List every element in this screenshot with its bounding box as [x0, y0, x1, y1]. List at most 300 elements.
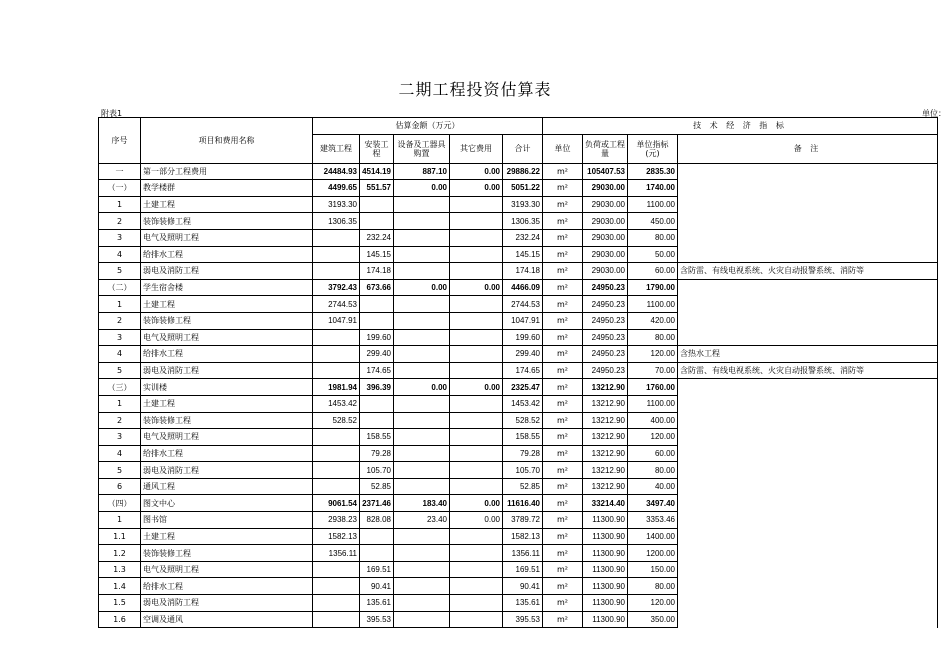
total-cell: 174.65 [503, 362, 543, 379]
other-cell [450, 595, 503, 612]
build-cell: 1306.35 [313, 213, 360, 230]
note-cell [678, 578, 938, 595]
table-row [99, 512, 938, 529]
qty-cell: 13212.90 [583, 379, 628, 396]
total-cell: 199.60 [503, 329, 543, 346]
index-cell: 120.00 [628, 429, 678, 446]
table-row [99, 462, 938, 479]
name-cell: 图书馆 [141, 512, 313, 529]
note-cell [678, 229, 938, 246]
build-cell [313, 329, 360, 346]
install-cell: 145.15 [360, 246, 394, 263]
header-note: 备 注 [678, 134, 938, 163]
total-cell: 5051.22 [503, 180, 543, 197]
build-cell: 1981.94 [313, 379, 360, 396]
index-cell: 80.00 [628, 229, 678, 246]
install-cell [360, 528, 394, 545]
qty-cell: 29030.00 [583, 196, 628, 213]
name-cell: 给排水工程 [141, 346, 313, 363]
index-cell: 1100.00 [628, 395, 678, 412]
index-cell: 1790.00 [628, 279, 678, 296]
build-cell [313, 561, 360, 578]
equip-cell: 23.40 [394, 512, 450, 529]
install-cell: 232.24 [360, 229, 394, 246]
other-cell [450, 545, 503, 562]
name-cell: 电气及照明工程 [141, 229, 313, 246]
page-title: 二期工程投资估算表 [398, 80, 552, 99]
index-cell: 40.00 [628, 478, 678, 495]
note-cell [678, 462, 938, 479]
total-cell: 79.28 [503, 445, 543, 462]
seq-cell: 1.5 [99, 595, 141, 612]
seq-cell: 4 [99, 346, 141, 363]
note-cell [678, 395, 938, 412]
build-cell [313, 478, 360, 495]
total-cell: 174.18 [503, 263, 543, 280]
note-cell: 含防雷、有线电视系统、火灾自动报警系统、消防等 [678, 263, 938, 280]
other-cell [450, 412, 503, 429]
total-cell: 52.85 [503, 478, 543, 495]
total-cell: 1047.91 [503, 312, 543, 329]
qty-cell: 13212.90 [583, 429, 628, 446]
table-row [99, 445, 938, 462]
index-cell: 60.00 [628, 445, 678, 462]
name-cell: 弱电及消防工程 [141, 595, 313, 612]
equip-cell [394, 545, 450, 562]
seq-cell: （四） [99, 495, 141, 512]
note-cell [678, 528, 938, 545]
equip-cell [394, 263, 450, 280]
total-cell: 90.41 [503, 578, 543, 595]
qty-cell: 11300.90 [583, 611, 628, 628]
build-cell: 3193.30 [313, 196, 360, 213]
index-cell: 1400.00 [628, 528, 678, 545]
unit-cell: m² [543, 478, 583, 495]
table-row [99, 429, 938, 446]
unit-note: 单位： [922, 109, 946, 118]
install-cell [360, 196, 394, 213]
total-cell: 3789.72 [503, 512, 543, 529]
install-cell: 169.51 [360, 561, 394, 578]
equip-cell [394, 213, 450, 230]
qty-cell: 24950.23 [583, 296, 628, 313]
qty-cell: 24950.23 [583, 346, 628, 363]
header-total: 合计 [503, 134, 543, 163]
seq-cell: （一） [99, 180, 141, 197]
build-cell: 4499.65 [313, 180, 360, 197]
unit-cell: m² [543, 196, 583, 213]
seq-cell: 2 [99, 213, 141, 230]
name-cell: 土建工程 [141, 296, 313, 313]
build-cell: 1356.11 [313, 545, 360, 562]
header-qty: 负荷或工程量 [583, 134, 628, 163]
equip-cell [394, 578, 450, 595]
note-cell [678, 495, 938, 512]
unit-cell: m² [543, 561, 583, 578]
build-cell: 3792.43 [313, 279, 360, 296]
header-other: 其它费用 [450, 134, 503, 163]
name-cell: 电气及照明工程 [141, 329, 313, 346]
table-row [99, 180, 938, 197]
build-cell: 2744.53 [313, 296, 360, 313]
install-cell: 79.28 [360, 445, 394, 462]
unit-cell: m² [543, 346, 583, 363]
index-cell: 1100.00 [628, 296, 678, 313]
unit-cell: m² [543, 279, 583, 296]
note-cell [678, 279, 938, 296]
qty-cell: 24950.23 [583, 279, 628, 296]
equip-cell [394, 561, 450, 578]
note-cell [678, 512, 938, 529]
seq-cell: 1 [99, 395, 141, 412]
install-cell: 396.39 [360, 379, 394, 396]
qty-cell: 29030.00 [583, 246, 628, 263]
seq-cell: 6 [99, 478, 141, 495]
note-cell [678, 429, 938, 446]
note-cell [678, 213, 938, 230]
qty-cell: 29030.00 [583, 263, 628, 280]
table-row [99, 611, 938, 628]
build-cell [313, 346, 360, 363]
note-cell [678, 312, 938, 329]
qty-cell: 24950.23 [583, 312, 628, 329]
index-cell: 80.00 [628, 462, 678, 479]
equip-cell [394, 462, 450, 479]
attachment-label: 附表1 [101, 109, 123, 118]
other-cell [450, 528, 503, 545]
index-cell: 450.00 [628, 213, 678, 230]
index-cell: 150.00 [628, 561, 678, 578]
header-estimate-group: 估算金额（万元） [313, 118, 543, 135]
build-cell [313, 611, 360, 628]
other-cell [450, 196, 503, 213]
qty-cell: 24950.23 [583, 362, 628, 379]
index-cell: 1740.00 [628, 180, 678, 197]
table-row [99, 478, 938, 495]
note-cell [678, 196, 938, 213]
unit-cell: m² [543, 213, 583, 230]
equip-cell [394, 229, 450, 246]
install-cell: 2371.46 [360, 495, 394, 512]
note-cell [678, 246, 938, 263]
seq-cell: 1.2 [99, 545, 141, 562]
qty-cell: 29030.00 [583, 229, 628, 246]
equip-cell [394, 296, 450, 313]
other-cell [450, 429, 503, 446]
index-cell: 1200.00 [628, 545, 678, 562]
name-cell: 土建工程 [141, 395, 313, 412]
install-cell: 299.40 [360, 346, 394, 363]
index-cell: 80.00 [628, 578, 678, 595]
table-row [99, 561, 938, 578]
index-cell: 70.00 [628, 362, 678, 379]
build-cell [313, 263, 360, 280]
name-cell: 电气及照明工程 [141, 561, 313, 578]
table-row [99, 412, 938, 429]
install-cell: 105.70 [360, 462, 394, 479]
build-cell [313, 578, 360, 595]
unit-cell: m² [543, 379, 583, 396]
install-cell: 158.55 [360, 429, 394, 446]
build-cell: 1582.13 [313, 528, 360, 545]
total-cell: 1453.42 [503, 395, 543, 412]
qty-cell: 29030.00 [583, 213, 628, 230]
total-cell: 105.70 [503, 462, 543, 479]
install-cell: 199.60 [360, 329, 394, 346]
table-row [99, 246, 938, 263]
build-cell [313, 445, 360, 462]
equip-cell [394, 412, 450, 429]
name-cell: 装饰装修工程 [141, 545, 313, 562]
total-cell: 169.51 [503, 561, 543, 578]
install-cell: 4514.19 [360, 163, 394, 180]
name-cell: 实训楼 [141, 379, 313, 396]
other-cell [450, 478, 503, 495]
total-cell: 1356.11 [503, 545, 543, 562]
qty-cell: 105407.53 [583, 163, 628, 180]
index-cell: 400.00 [628, 412, 678, 429]
unit-cell: m² [543, 163, 583, 180]
total-cell: 145.15 [503, 246, 543, 263]
equip-cell [394, 595, 450, 612]
unit-cell: m² [543, 180, 583, 197]
table-row [99, 362, 938, 379]
other-cell [450, 462, 503, 479]
install-cell: 828.08 [360, 512, 394, 529]
seq-cell: 5 [99, 462, 141, 479]
qty-cell: 11300.90 [583, 512, 628, 529]
other-cell [450, 578, 503, 595]
note-cell [678, 412, 938, 429]
note-cell [678, 595, 938, 612]
header-install: 安装工程 [360, 134, 394, 163]
qty-cell: 11300.90 [583, 561, 628, 578]
seq-cell: （二） [99, 279, 141, 296]
qty-cell: 13212.90 [583, 445, 628, 462]
note-cell [678, 545, 938, 562]
total-cell: 232.24 [503, 229, 543, 246]
name-cell: 弱电及消防工程 [141, 462, 313, 479]
index-cell: 350.00 [628, 611, 678, 628]
install-cell: 174.18 [360, 263, 394, 280]
note-cell [678, 180, 938, 197]
name-cell: 给排水工程 [141, 445, 313, 462]
equip-cell [394, 196, 450, 213]
total-cell: 29886.22 [503, 163, 543, 180]
note-cell [678, 163, 938, 180]
name-cell: 装饰装修工程 [141, 213, 313, 230]
note-cell [678, 611, 938, 628]
table-row [99, 196, 938, 213]
unit-cell: m² [543, 545, 583, 562]
seq-cell: 1.1 [99, 528, 141, 545]
equip-cell [394, 395, 450, 412]
header-seq: 序号 [99, 118, 141, 164]
equip-cell: 0.00 [394, 180, 450, 197]
seq-cell: 5 [99, 362, 141, 379]
unit-cell: m² [543, 246, 583, 263]
table-row [99, 229, 938, 246]
unit-cell: m² [543, 512, 583, 529]
other-cell [450, 296, 503, 313]
total-cell: 135.61 [503, 595, 543, 612]
total-cell: 11616.40 [503, 495, 543, 512]
table-row [99, 279, 938, 296]
name-cell: 土建工程 [141, 528, 313, 545]
header-index: 单位指标(元) [628, 134, 678, 163]
table-row [99, 213, 938, 230]
seq-cell: 3 [99, 429, 141, 446]
seq-cell: 1.4 [99, 578, 141, 595]
index-cell: 60.00 [628, 263, 678, 280]
seq-cell: 2 [99, 412, 141, 429]
index-cell: 80.00 [628, 329, 678, 346]
qty-cell: 13212.90 [583, 478, 628, 495]
note-cell [678, 329, 938, 346]
header-build: 建筑工程 [313, 134, 360, 163]
unit-cell: m² [543, 611, 583, 628]
note-cell: 含防雷、有线电视系统、火灾自动报警系统、消防等 [678, 362, 938, 379]
equip-cell [394, 528, 450, 545]
build-cell: 1453.42 [313, 395, 360, 412]
equip-cell: 0.00 [394, 379, 450, 396]
note-cell: 含热水工程 [678, 346, 938, 363]
other-cell: 0.00 [450, 163, 503, 180]
qty-cell: 13212.90 [583, 462, 628, 479]
build-cell [313, 246, 360, 263]
seq-cell: （三） [99, 379, 141, 396]
seq-cell: 1.6 [99, 611, 141, 628]
build-cell: 9061.54 [313, 495, 360, 512]
equip-cell [394, 478, 450, 495]
table-row [99, 495, 938, 512]
install-cell: 174.65 [360, 362, 394, 379]
install-cell [360, 213, 394, 230]
total-cell: 2325.47 [503, 379, 543, 396]
other-cell: 0.00 [450, 180, 503, 197]
total-cell: 1582.13 [503, 528, 543, 545]
table-row [99, 379, 938, 396]
seq-cell: 一 [99, 163, 141, 180]
unit-cell: m² [543, 412, 583, 429]
other-cell: 0.00 [450, 495, 503, 512]
equip-cell [394, 611, 450, 628]
build-cell [313, 229, 360, 246]
index-cell: 3353.46 [628, 512, 678, 529]
table-row [99, 312, 938, 329]
header-equip: 设备及工器具购置 [394, 134, 450, 163]
table-row [99, 329, 938, 346]
other-cell [450, 312, 503, 329]
qty-cell: 24950.23 [583, 329, 628, 346]
unit-cell: m² [543, 578, 583, 595]
install-cell: 90.41 [360, 578, 394, 595]
qty-cell: 11300.90 [583, 528, 628, 545]
name-cell: 装饰装修工程 [141, 312, 313, 329]
install-cell [360, 395, 394, 412]
note-cell [678, 296, 938, 313]
name-cell: 给排水工程 [141, 578, 313, 595]
index-cell: 120.00 [628, 595, 678, 612]
other-cell: 0.00 [450, 379, 503, 396]
name-cell: 通风工程 [141, 478, 313, 495]
seq-cell: 1 [99, 196, 141, 213]
other-cell: 0.00 [450, 512, 503, 529]
seq-cell: 2 [99, 312, 141, 329]
equip-cell [394, 362, 450, 379]
name-cell: 图文中心 [141, 495, 313, 512]
seq-cell: 5 [99, 263, 141, 280]
name-cell: 弱电及消防工程 [141, 263, 313, 280]
index-cell: 420.00 [628, 312, 678, 329]
header-tech-group: 技 术 经 济 指 标 [543, 118, 938, 135]
name-cell: 土建工程 [141, 196, 313, 213]
install-cell: 135.61 [360, 595, 394, 612]
note-cell [678, 561, 938, 578]
header-unit: 单位 [543, 134, 583, 163]
equip-cell: 183.40 [394, 495, 450, 512]
equip-cell [394, 445, 450, 462]
install-cell [360, 296, 394, 313]
other-cell [450, 611, 503, 628]
total-cell: 528.52 [503, 412, 543, 429]
install-cell: 395.53 [360, 611, 394, 628]
install-cell [360, 412, 394, 429]
table-row [99, 263, 938, 280]
table-row [99, 346, 938, 363]
build-cell: 528.52 [313, 412, 360, 429]
table-row [99, 578, 938, 595]
seq-cell: 1.3 [99, 561, 141, 578]
unit-cell: m² [543, 296, 583, 313]
total-cell: 299.40 [503, 346, 543, 363]
total-cell: 395.53 [503, 611, 543, 628]
table-row [99, 395, 938, 412]
qty-cell: 11300.90 [583, 578, 628, 595]
unit-cell: m² [543, 229, 583, 246]
unit-cell: m² [543, 312, 583, 329]
equip-cell [394, 346, 450, 363]
unit-cell: m² [543, 528, 583, 545]
equip-cell [394, 429, 450, 446]
name-cell: 学生宿舍楼 [141, 279, 313, 296]
index-cell: 1100.00 [628, 196, 678, 213]
qty-cell: 33214.40 [583, 495, 628, 512]
qty-cell: 11300.90 [583, 545, 628, 562]
other-cell [450, 346, 503, 363]
total-cell: 1306.35 [503, 213, 543, 230]
other-cell [450, 561, 503, 578]
header-name: 项目和费用名称 [141, 118, 313, 164]
equip-cell [394, 312, 450, 329]
name-cell: 电气及照明工程 [141, 429, 313, 446]
table-row [99, 545, 938, 562]
build-cell: 1047.91 [313, 312, 360, 329]
seq-cell: 1 [99, 512, 141, 529]
unit-cell: m² [543, 595, 583, 612]
name-cell: 弱电及消防工程 [141, 362, 313, 379]
table-row [99, 595, 938, 612]
qty-cell: 13212.90 [583, 395, 628, 412]
other-cell [450, 395, 503, 412]
unit-cell: m² [543, 362, 583, 379]
unit-cell: m² [543, 495, 583, 512]
equip-cell: 887.10 [394, 163, 450, 180]
name-cell: 装饰装修工程 [141, 412, 313, 429]
index-cell: 50.00 [628, 246, 678, 263]
index-cell: 2835.30 [628, 163, 678, 180]
index-cell: 1760.00 [628, 379, 678, 396]
